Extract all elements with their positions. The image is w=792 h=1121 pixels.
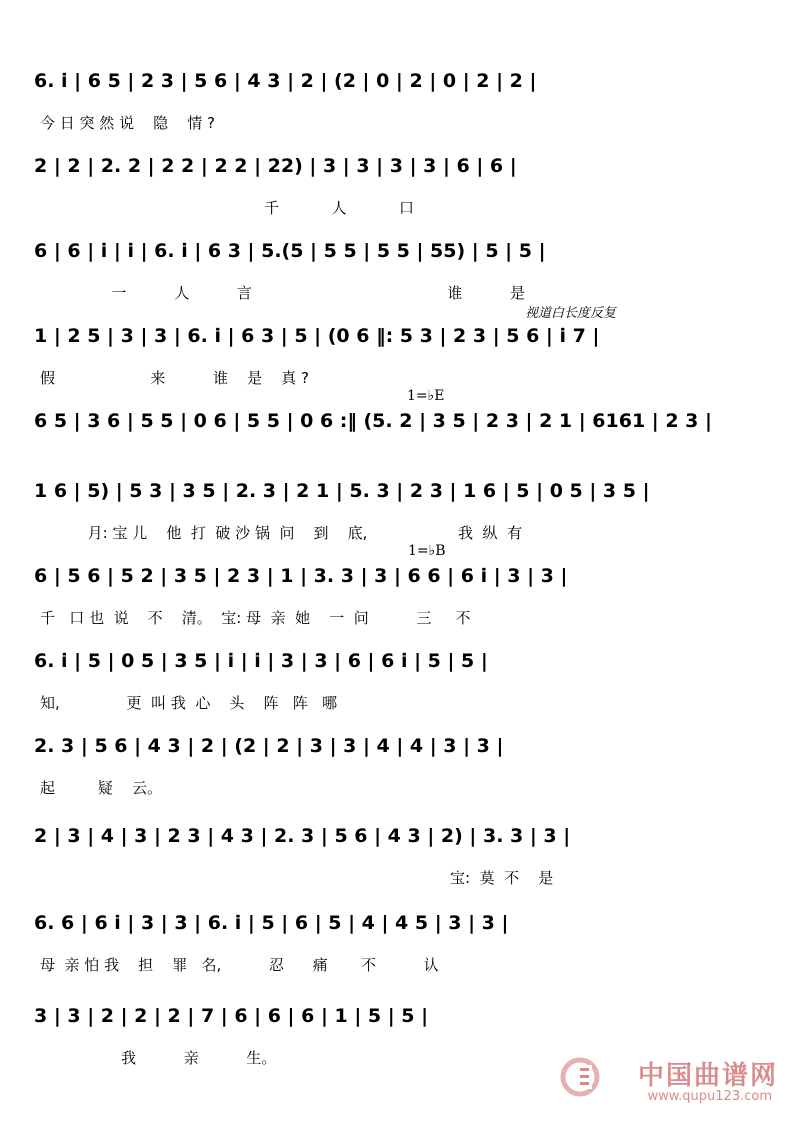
score-row-11 bbox=[34, 912, 758, 982]
score-row-2 bbox=[34, 155, 758, 225]
lyric-line: 知, 更 叫 我 心 头 阵 阵 哪 bbox=[40, 694, 338, 712]
notation-line: 1 6 | 5) | 5 3 | 3 5 | 2. 3 | 2 1 | 5. 3 | 2 3 | 1 6 | 5 | 0 5 | 3 5 | bbox=[34, 480, 650, 502]
notation-line: 6. i̇ | 5 | 0 5 | 3 5 | i̇ | i̇ | 3 | 3 | 6 | 6 i̇ | 5 | 5 | bbox=[34, 650, 488, 672]
watermark-title: 中国曲谱网 bbox=[637, 1061, 778, 1091]
notation-line: 6. 6 | 6 i̇ | 3 | 3 | 6. i̇ | 5 | 6 | 5 | 4 | 4 5 | 3 | 3 | bbox=[34, 912, 509, 934]
notation-line: 6 | 5 6 | 5 2 | 3 5 | 2 3 | 1 | 3. 3 | 3 | 6 6 | 6 i̇ | 3 | 3 | bbox=[34, 565, 568, 587]
watermark-url: www.qupu123.com bbox=[647, 1089, 772, 1104]
score-row-8 bbox=[34, 650, 758, 720]
lyric-line: 千 口 也 说 不 清。 宝: 母 亲 她 一 问 三 不 bbox=[40, 609, 471, 627]
lyric-line: 今 日 突 然 说 隐 情 ? bbox=[40, 114, 215, 132]
score-row-1 bbox=[34, 70, 758, 140]
score-row-3 bbox=[34, 240, 758, 310]
score-row-6 bbox=[34, 480, 758, 550]
score-row-9 bbox=[34, 735, 758, 805]
notation-line: 1 | 2 5 | 3 | 3 | 6. i̇ | 6 3 | 5 | (0 6 ‖: 5 3 | 2 3 | 5 6 | i̇ 7 | bbox=[34, 325, 600, 347]
site-watermark bbox=[558, 1055, 778, 1111]
notation-line: 2 | 2 | 2. 2 | 2 2 | 2 2 | 22) | 3 | 3 | 3 | 3 | 6 | 6 | bbox=[34, 155, 517, 177]
logo-icon bbox=[558, 1055, 602, 1099]
lyric-line: 母 亲 怕 我 担 罪 名, 忍 痛 不 认 bbox=[40, 956, 439, 974]
notation-line: 6 5 | 3 6 | 5 5 | 0 6 | 5 5 | 0 6 :‖ (5. 2 | 3 5 | 2 3 | 2 1 | 6161 | 2 3 | bbox=[34, 410, 712, 432]
score-row-10 bbox=[34, 825, 758, 895]
lyric-line: 起 疑 云。 bbox=[40, 779, 162, 797]
score-row-5 bbox=[34, 410, 758, 480]
lyric-line: 假 来 谁 是 真 ? bbox=[40, 369, 309, 387]
notation-line: 2. 3 | 5 6 | 4 3 | 2 | (2 | 2 | 3 | 3 | 4 | 4 | 3 | 3 | bbox=[34, 735, 504, 757]
key-signature-change: 1=♭E bbox=[407, 388, 445, 404]
notation-line: 6. i̇ | 6 5 | 2 3 | 5 6 | 4 3 | 2 | (2 | 0 | 2 | 0 | 2 | 2 | bbox=[34, 70, 537, 92]
notation-line: 6 | 6 | i̇ | i̇ | 6. i̇ | 6 3 | 5.(5 | 5 5 | 5 5 | 55) | 5 | 5 | bbox=[34, 240, 546, 262]
lyric-line: 宝: 莫 不 是 bbox=[40, 869, 554, 887]
key-signature-change: 1=♭B bbox=[408, 543, 446, 559]
lyric-line: 一 人 言 谁 是 bbox=[40, 284, 526, 302]
lyric-line bbox=[40, 452, 758, 474]
notation-line: 2 | 3 | 4 | 3 | 2 3 | 4 3 | 2. 3 | 5 6 | 4 3 | 2) | 3. 3 | 3 | bbox=[34, 825, 571, 847]
lyric-line: 月: 宝 儿 他 打 破 沙 锅 问 到 底, 我 纵 有 bbox=[40, 524, 523, 542]
score-row-4 bbox=[34, 325, 758, 395]
lyric-line: 千 人 口 bbox=[40, 199, 414, 217]
lyric-line: 我 亲 生。 bbox=[40, 1049, 277, 1067]
repeat-annotation: 视道白长度反复 bbox=[525, 306, 617, 321]
notation-line: 3 | 3 | 2 | 2 | 2 | 7 | 6 | 6 | 6 | 1 | 5 | 5 | bbox=[34, 1005, 429, 1027]
score-row-7 bbox=[34, 565, 758, 635]
